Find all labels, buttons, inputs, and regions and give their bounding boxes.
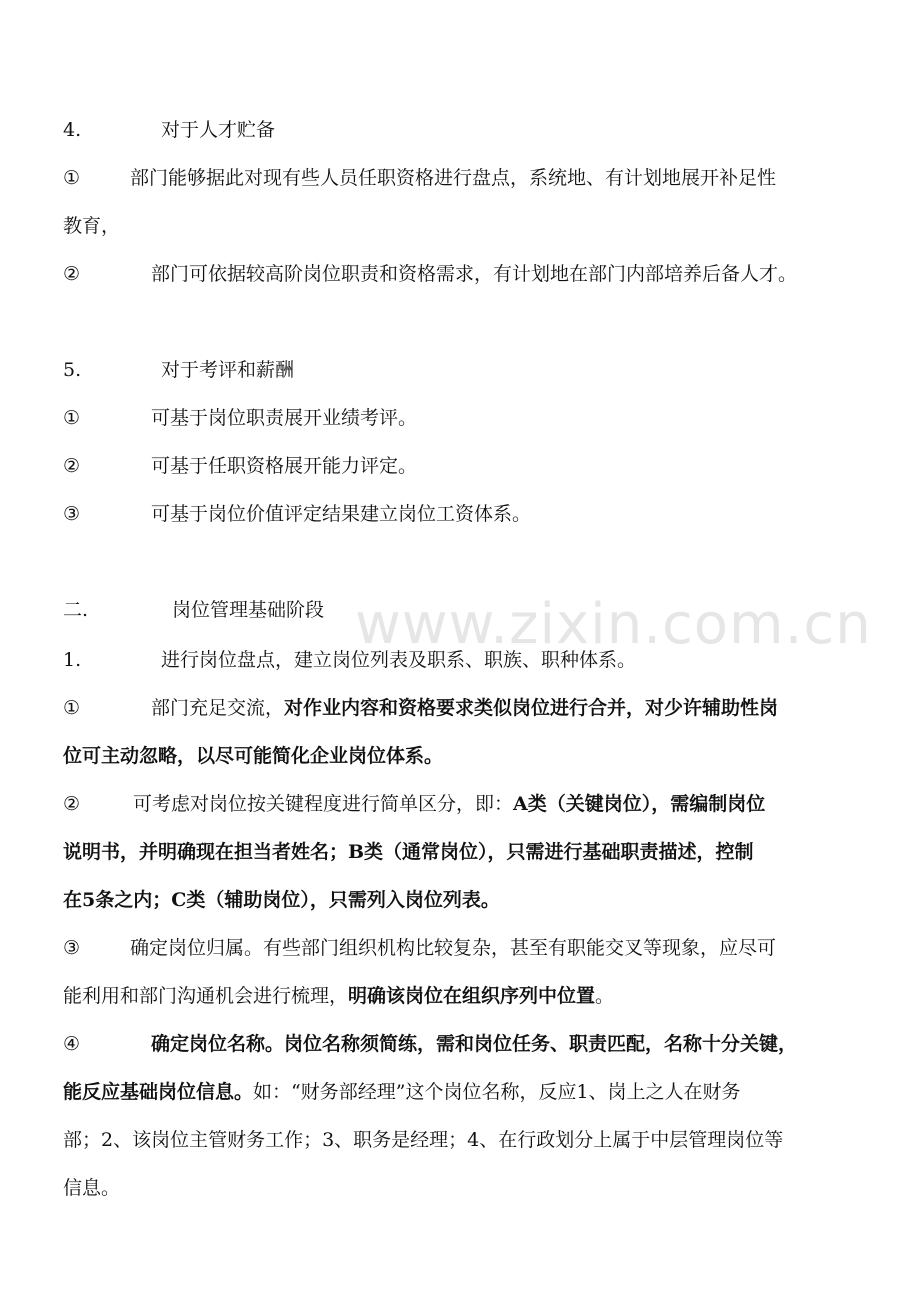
subsection-text: 进行岗位盘点，建立岗位列表及职系、职族、职种体系。 — [161, 649, 637, 671]
item-text-bold: 确定岗位名称。岗位名称须简练，需和岗位任务、职责匹配，名称十分关键， — [151, 1033, 798, 1055]
list-item — [63, 452, 876, 480]
section-number: 5. — [63, 359, 82, 381]
list-item — [63, 260, 920, 288]
item-text-bold: A类（关键岗位），需编制岗位 — [513, 793, 766, 815]
item-text: 如：“财务部经理”这个岗位名称，反应1、岗上之人在财务 — [253, 1081, 741, 1103]
item-text: 教育， — [63, 215, 121, 237]
section-title: 对于人才贮备 — [161, 119, 276, 141]
list-item-continuation — [63, 1174, 876, 1202]
item-text-bold: 对作业内容和资格要求类似岗位进行合并，对少许辅助性岗 — [284, 697, 779, 719]
item-text-bold: 在5条之内；C类（辅助岗位），只需列入岗位列表。 — [63, 889, 500, 911]
item-marker: ② — [63, 455, 81, 477]
list-item-continuation — [63, 1126, 876, 1154]
list-item — [63, 1030, 920, 1058]
item-text: 可基于岗位职责展开业绩考评。 — [151, 407, 418, 429]
item-text: 可基于任职资格展开能力评定。 — [151, 455, 418, 477]
section-title: 对于考评和薪酬 — [161, 359, 295, 381]
item-marker: ② — [63, 263, 81, 285]
subsection-1-heading — [63, 646, 876, 674]
item-text-bold: 位可主动忽略，以尽可能简化企业岗位体系。 — [63, 745, 444, 767]
list-item-continuation — [63, 742, 876, 770]
item-text: 可基于岗位价值评定结果建立岗位工资体系。 — [151, 503, 532, 525]
item-text: 能利用和部门沟通机会进行梳理， — [63, 985, 349, 1007]
subsection-number: 1. — [63, 649, 82, 671]
part-2-heading — [63, 596, 876, 624]
item-text: 确定岗位归属。有些部门组织机构比较复杂，甚至有职能交叉等现象，应尽可 — [130, 937, 777, 959]
item-text-bold: 明确该岗位在组织序列中位置 — [348, 985, 596, 1007]
item-text: 部门充足交流， — [151, 697, 285, 719]
list-item — [63, 404, 876, 432]
item-text: 。 — [595, 985, 615, 1007]
list-item-continuation — [63, 212, 876, 240]
list-item — [63, 934, 876, 962]
list-item-continuation — [63, 838, 876, 866]
list-item-continuation — [63, 1078, 876, 1106]
item-text: 可考虑对岗位按关键程度进行简单区分，即： — [133, 793, 514, 815]
item-marker: ② — [63, 793, 81, 815]
item-text-bold: 能反应基础岗位信息。 — [63, 1081, 254, 1103]
item-marker: ④ — [63, 1033, 81, 1055]
section-number: 4. — [63, 119, 82, 141]
item-text-bold: 说明书，并明确现在担当者姓名；B类（通常岗位），只需进行基础职责描述，控制 — [63, 841, 754, 863]
watermark: www.zixin.com.cn — [355, 592, 872, 657]
item-marker: ① — [63, 167, 81, 189]
item-marker: ③ — [63, 503, 81, 525]
list-item-continuation — [63, 886, 876, 914]
section-5-heading — [63, 356, 876, 384]
list-item — [63, 500, 876, 528]
section-4-heading — [63, 116, 876, 144]
item-marker: ① — [63, 697, 81, 719]
list-item-continuation — [63, 982, 876, 1010]
item-text: 信息。 — [63, 1177, 121, 1199]
item-text: 部门能够据此对现有些人员任职资格进行盘点，系统地、有计划地展开补足性 — [130, 167, 777, 189]
list-item — [63, 694, 876, 722]
item-text: 部门可依据较高阶岗位职责和资格需求，有计划地在部门内部培养后备人才。 — [151, 263, 798, 285]
part-title: 岗位管理基础阶段 — [172, 599, 325, 621]
list-item — [63, 164, 876, 192]
item-marker: ① — [63, 407, 81, 429]
item-text: 部；2、该岗位主管财务工作；3、职务是经理；4、在行政划分上属于中层管理岗位等 — [63, 1129, 784, 1151]
list-item — [63, 790, 876, 818]
item-marker: ③ — [63, 937, 81, 959]
part-number: 二. — [63, 599, 89, 621]
